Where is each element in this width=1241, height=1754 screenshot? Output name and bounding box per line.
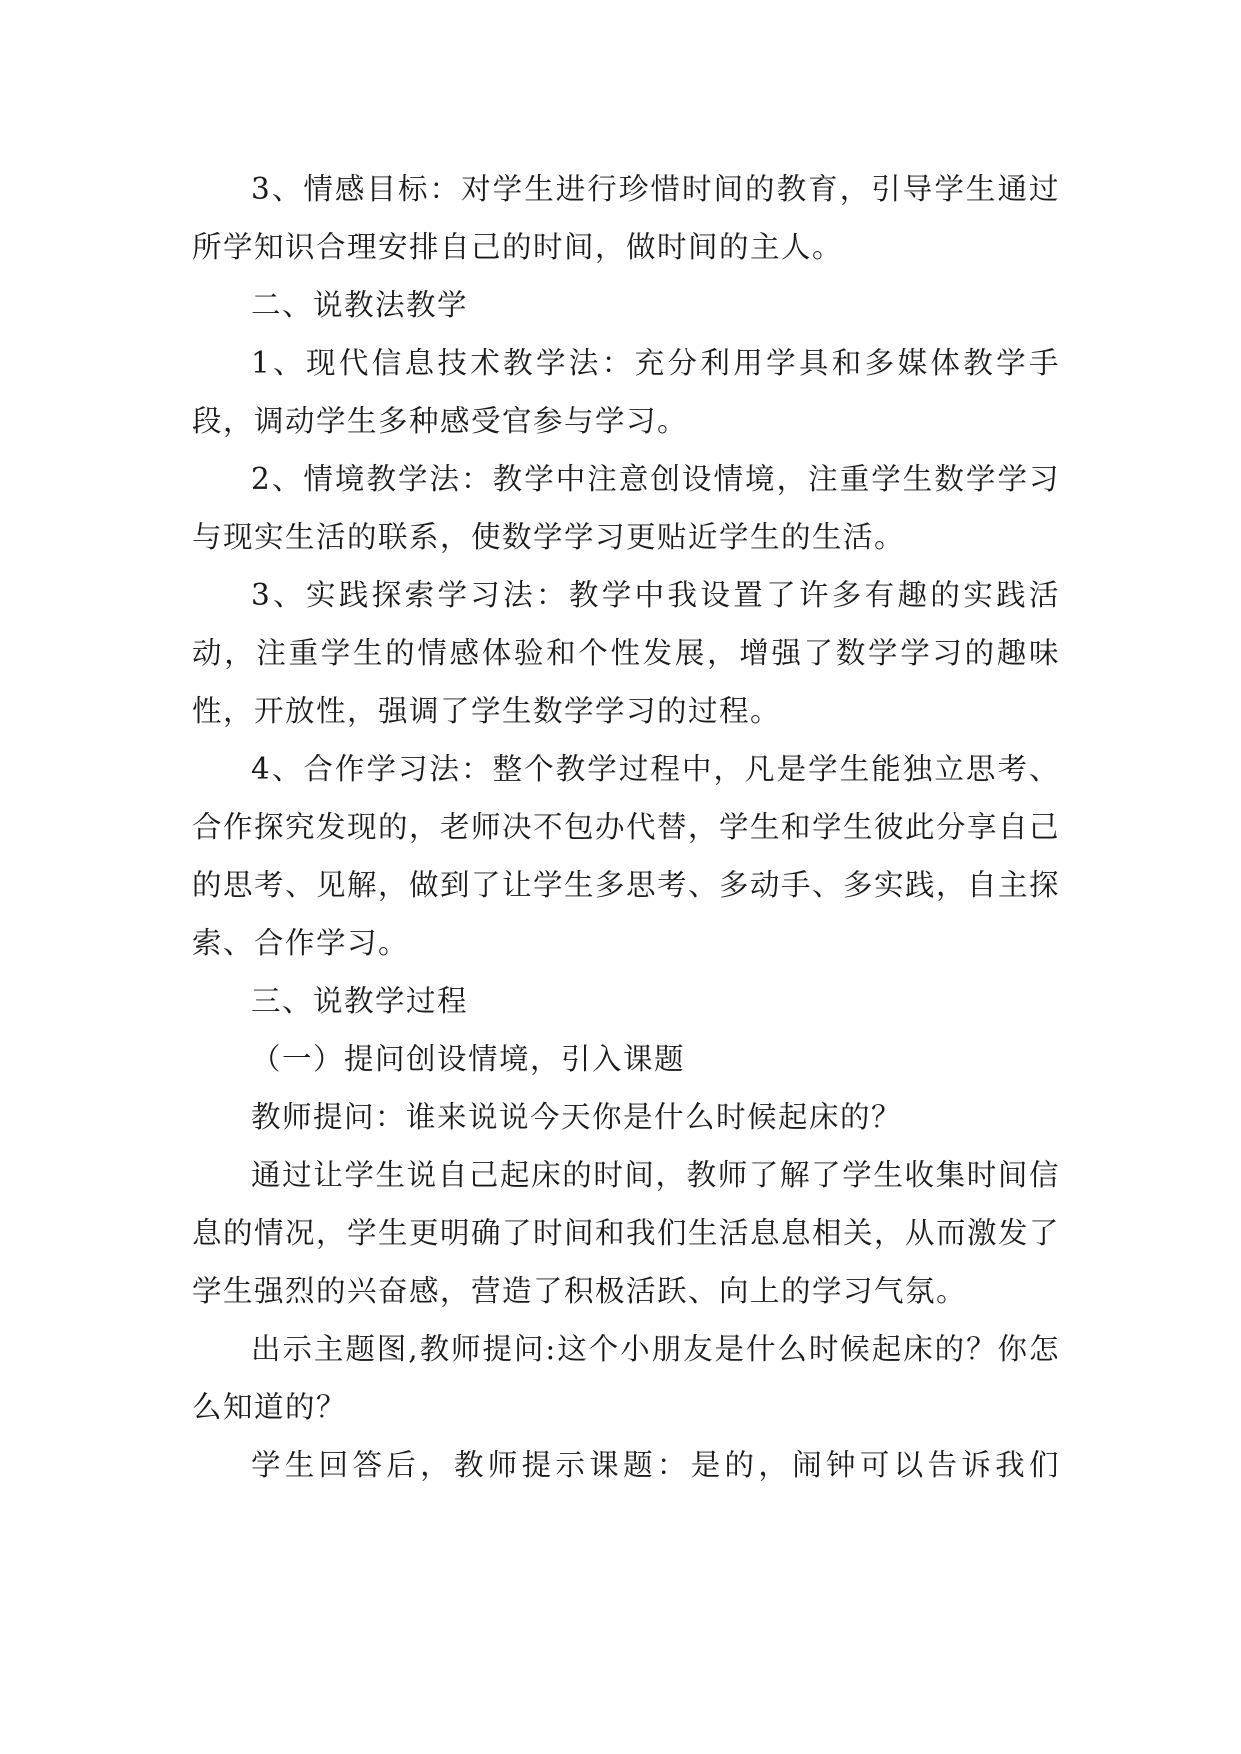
- paragraph-method-4: 4、合作学习法：整个教学过程中，凡是学生能独立思考、合作探究发现的，老师决不包办代替，学生和学生彼此分享自己的思考、见解，做到了让学生多思考、多动手、多实践，自主探索、合作学习。: [192, 752, 1061, 960]
- paragraph-teacher-question: 教师提问：谁来说说今天你是什么时候起床的？: [251, 1100, 903, 1134]
- paragraph-explanation: 通过让学生说自己起床的时间，教师了解了学生收集时间信息的情况，学生更明确了时间和我们生活息息相关，从而激发了学生强烈的兴奋感，营造了积极活跃、向上的学习气氛。: [192, 1158, 1061, 1308]
- paragraph-method-1: 1、现代信息技术教学法：充分利用学具和多媒体教学手段，调动学生多种感受官参与学习。: [192, 346, 1060, 438]
- paragraph-theme-image: 出示主题图,教师提问:这个小朋友是什么时候起床的？你怎么知道的？: [192, 1332, 1060, 1424]
- paragraph-method-3: 3、实践探索学习法：教学中我设置了许多有趣的实践活动，注重学生的情感体验和个性发展，增强了数学学习的趣味性，开放性，强调了学生数学学习的过程。: [192, 578, 1060, 728]
- paragraph-emotional-goal: 3、情感目标：对学生进行珍惜时间的教育，引导学生通过所学知识合理安排自己的时间，做时间的主人。: [192, 172, 1060, 264]
- document-page: [192, 160, 1060, 1494]
- paragraph-student-answer: 学生回答后，教师提示课题：是的，闹钟可以告诉我们: [251, 1448, 1060, 1482]
- paragraph-method-2: 2、情境教学法：教学中注意创设情境，注重学生数学学习与现实生活的联系，使数学学习更贴近学生的生活。: [192, 462, 1060, 554]
- subheading-introduce-topic: （一）提问创设情境，引入课题: [251, 1042, 686, 1076]
- heading-teaching-methods: 二、说教法教学: [251, 288, 469, 322]
- heading-teaching-process: 三、说教学过程: [251, 984, 469, 1018]
